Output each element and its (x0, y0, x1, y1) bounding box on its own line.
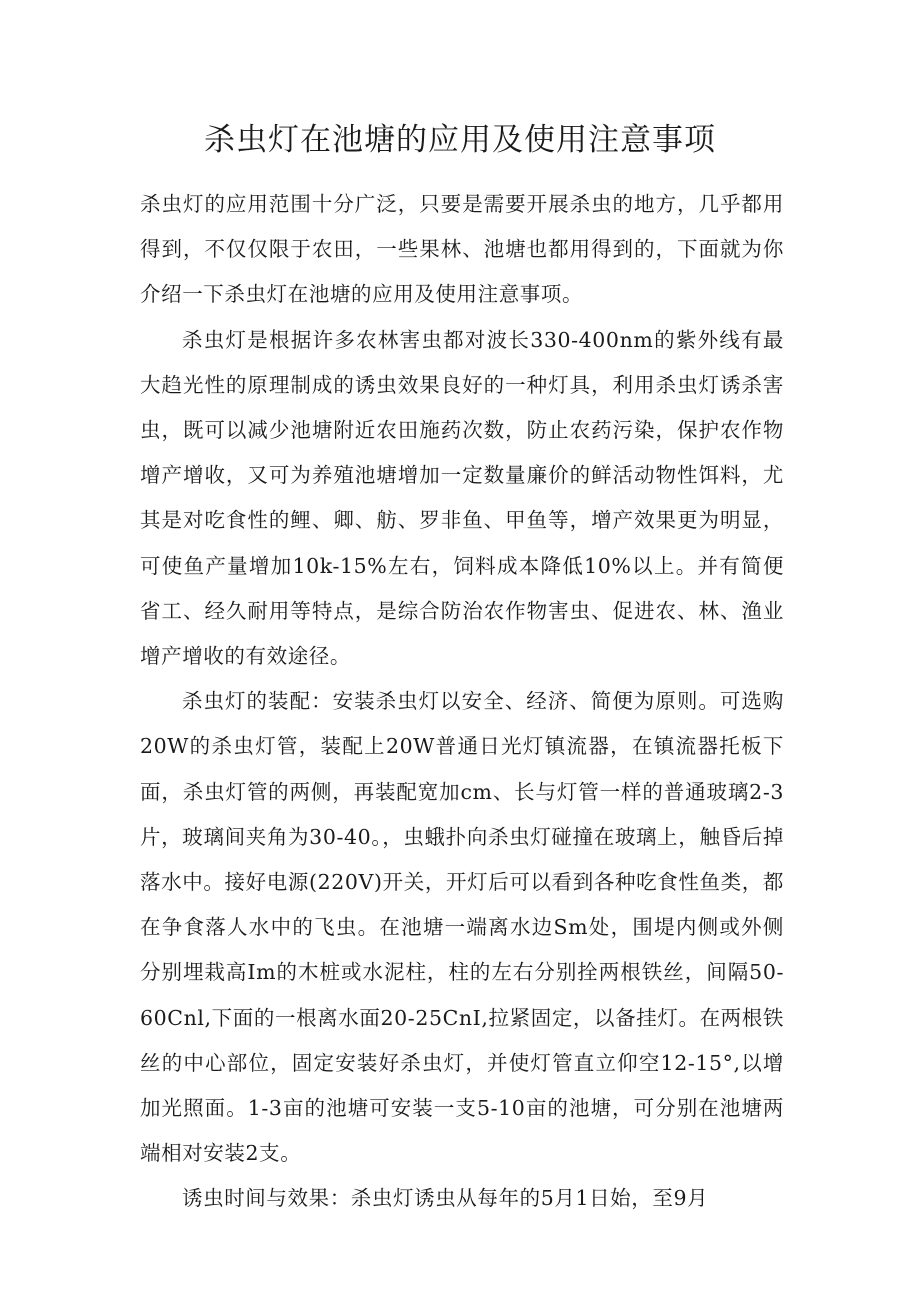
paragraph-timing: 诱虫时间与效果：杀虫灯诱虫从每年的5月1日始，至9月 (182, 1186, 709, 1211)
paragraph-assembly: 杀虫灯的装配：安装杀虫灯以安全、经济、简便为原则。可选购20W的杀虫灯管，装配上20W普通日光灯镇流器，在镇流器托板下面，杀虫灯管的两侧，再装配宽加cm、长与灯管一样的普通玻璃2-3片，玻璃间夹角为30-40。，虫蛾扑向杀虫灯碰撞在玻璃上，触昏后掉落水中。接好电源(220V)开关，开灯后可以看到各种吃食性鱼类，都在争食落人水中的飞虫。在池塘一端离水边Sm处，围堤内侧或外侧分别埋栽高Im的木桩或水泥柱，柱的左右分别拴两根铁丝，间隔50-60Cnl,下面的一根离水面20-25CnI,拉紧固定，以备挂灯。在两根铁丝的中心部位，固定安装好杀虫灯，并使灯管直立仰空12-15°,以增加光照面。1-3亩的池塘可安装一支5-10亩的池塘，可分别在池塘两端相对安装2支。 (140, 689, 784, 1166)
paragraph-intro: 杀虫灯的应用范围十分广泛，只要是需要开展杀虫的地方，几乎都用得到，不仅仅限于农田，一些果林、池塘也都用得到的，下面就为你介绍一下杀虫灯在池塘的应用及使用注意事项。 (140, 192, 784, 307)
document-title: 杀虫灯在池塘的应用及使用注意事项 (204, 122, 716, 158)
paragraph-principle: 杀虫灯是根据许多农林害虫都对波长330-400nm的紫外线有最大趋光性的原理制成的诱虫效果良好的一种灯具，利用杀虫灯诱杀害虫，既可以减少池塘附近农田施药次数，防止农药污染，保护农作物增产增收，又可为养殖池塘增加一定数量廉价的鲜活动物性饵料，尤其是对吃食性的鲤、卿、舫、罗非鱼、甲鱼等，增产效果更为明显，可使鱼产量增加10k-15%左右，饲料成本降低10%以上。并有简便省工、经久耐用等特点，是综合防治农作物害虫、促进农、林、渔业增产增收的有效途径。 (140, 327, 784, 669)
document-body (140, 182, 784, 1222)
